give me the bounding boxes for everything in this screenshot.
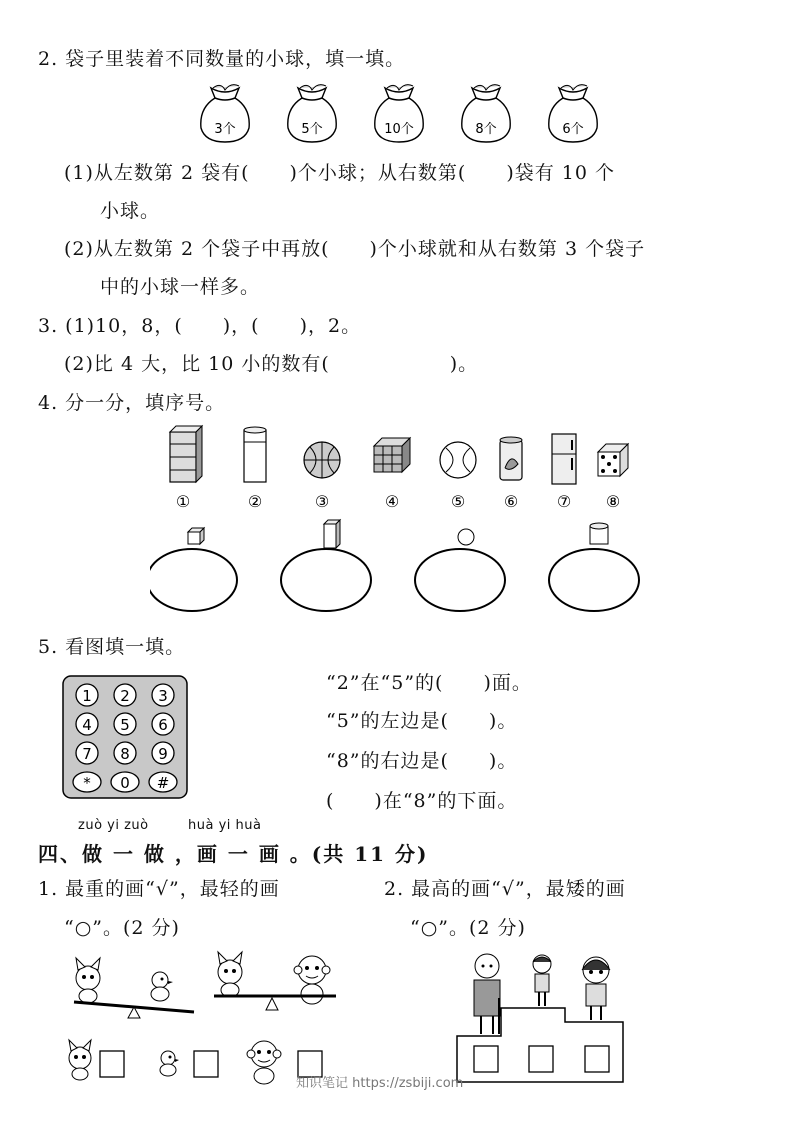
keypad-key xyxy=(114,742,136,764)
pinyin-zuo: zuò yi zuò xyxy=(78,818,149,833)
svg-text:4: 4 xyxy=(82,716,92,734)
tea-jar-icon xyxy=(500,437,522,480)
keypad-key xyxy=(114,684,136,706)
q5-line2: “5”的左边是( )。 xyxy=(326,710,518,732)
shape-number-label: ① xyxy=(175,492,191,511)
q2-title: 2. 袋子里装着不同数量的小球，填一填。 xyxy=(38,48,406,70)
bag-icon xyxy=(375,85,423,142)
svg-text:5: 5 xyxy=(120,716,130,734)
svg-text:7: 7 xyxy=(82,745,92,763)
svg-text:8: 8 xyxy=(120,745,130,763)
shape-number-label: ⑧ xyxy=(605,492,621,511)
keypad-key xyxy=(76,684,98,706)
chick-icon xyxy=(151,972,173,1001)
bags-illustration xyxy=(195,80,615,146)
balance-illustration xyxy=(60,950,350,1090)
shapes-illustration xyxy=(150,420,670,620)
girl-icon xyxy=(582,957,610,1020)
svg-text:0: 0 xyxy=(120,774,130,792)
svg-text:2: 2 xyxy=(120,687,130,705)
bag-icon xyxy=(549,85,597,142)
dice-icon xyxy=(598,444,628,476)
monkey-icon xyxy=(247,1041,281,1084)
q2-part2-line2: 中的小球一样多。 xyxy=(100,276,261,298)
fridge-icon xyxy=(552,434,576,484)
keypad-key xyxy=(111,772,139,792)
bag-icon xyxy=(462,85,510,142)
sort-oval-3[interactable] xyxy=(415,549,505,611)
svg-text:3: 3 xyxy=(158,687,168,705)
small-cylinder-icon xyxy=(590,523,608,544)
small-sphere-icon xyxy=(458,529,474,545)
cat-icon xyxy=(218,952,242,997)
height-illustration xyxy=(455,948,655,1088)
bag-count-label: 10个 xyxy=(384,122,414,137)
sort-oval-4[interactable] xyxy=(549,549,639,611)
answer-box-cat[interactable] xyxy=(100,1051,124,1077)
keypad-key xyxy=(152,684,174,706)
bag-count-label: 6个 xyxy=(562,122,584,137)
chick-icon xyxy=(160,1051,179,1076)
answer-box-boy[interactable] xyxy=(529,1046,553,1072)
cylinder-icon xyxy=(244,427,266,482)
basketball-icon xyxy=(304,442,340,478)
keypad-illustration xyxy=(62,675,190,801)
bag-count-label: 5个 xyxy=(301,122,323,137)
shape-number-label: ⑥ xyxy=(503,492,519,511)
shape-number-label: ④ xyxy=(384,492,400,511)
svg-text:1: 1 xyxy=(82,687,92,705)
section4-title: 四、做 一 做 ，画 一 画 。(共 11 分) xyxy=(38,842,429,866)
s4-q2-line2: “○”。(2 分) xyxy=(410,917,526,939)
q3-part2: (2)比 4 大，比 10 小的数有( )。 xyxy=(64,353,479,375)
cat-icon xyxy=(69,1040,91,1080)
keypad-key xyxy=(114,713,136,735)
seesaw-pivot-2 xyxy=(266,998,278,1010)
shape-number-label: ⑤ xyxy=(450,492,466,511)
bag-icon xyxy=(288,85,336,142)
q5-line1: “2”在“5”的( )面。 xyxy=(326,672,532,694)
bag-icon xyxy=(201,85,249,142)
sort-oval-2[interactable] xyxy=(281,549,371,611)
keypad-key xyxy=(76,713,98,735)
keypad-key xyxy=(73,772,101,792)
shape-number-label: ③ xyxy=(314,492,330,511)
svg-text:6: 6 xyxy=(158,716,168,734)
svg-text:*: * xyxy=(83,774,91,792)
cabinet-icon xyxy=(170,426,202,482)
q5-line4: ( )在“8”的下面。 xyxy=(326,790,518,812)
answer-box-grandpa[interactable] xyxy=(474,1046,498,1072)
small-cube-icon xyxy=(188,528,204,544)
answer-box-girl[interactable] xyxy=(585,1046,609,1072)
shape-number-label: ⑦ xyxy=(556,492,572,511)
answer-box-chick[interactable] xyxy=(194,1051,218,1077)
rubiks-cube-icon xyxy=(374,438,410,472)
s4-q1-line1: 1. 最重的画“√”，最轻的画 xyxy=(38,878,280,900)
grandpa-icon xyxy=(474,954,500,1034)
pinyin-hua: huà yi huà xyxy=(188,818,262,833)
sort-oval-1[interactable] xyxy=(150,549,237,611)
q2-part2-line1: (2)从左数第 2 个袋子中再放( )个小球就和从右数第 3 个袋子 xyxy=(64,238,646,260)
boy-icon xyxy=(533,955,551,1006)
bag-count-label: 3个 xyxy=(214,122,236,137)
cat-icon xyxy=(76,958,100,1003)
keypad-key xyxy=(149,772,177,792)
q2-part1-line1: (1)从左数第 2 袋有( )个小球；从右数第( )袋有 10 个 xyxy=(64,162,615,184)
s4-q2-line1: 2. 最高的画“√”，最矮的画 xyxy=(384,878,626,900)
keypad-key xyxy=(152,742,174,764)
bag-count-label: 8个 xyxy=(475,122,497,137)
svg-text:9: 9 xyxy=(158,745,168,763)
s4-q1-line2: “○”。(2 分) xyxy=(64,917,180,939)
q3-part1: 3. (1)10，8，( )，( )，2。 xyxy=(38,315,362,337)
ball-icon xyxy=(440,442,476,478)
watermark: 知识笔记 https://zsbiji.com xyxy=(296,1076,464,1091)
q5-line3: “8”的右边是( )。 xyxy=(326,750,518,772)
keypad-key xyxy=(76,742,98,764)
small-cuboid-icon xyxy=(324,520,340,548)
q2-part1-line2: 小球。 xyxy=(100,200,161,222)
q5-title: 5. 看图填一填。 xyxy=(38,636,186,658)
svg-text:#: # xyxy=(156,774,170,792)
shape-number-label: ② xyxy=(247,492,263,511)
q4-title: 4. 分一分，填序号。 xyxy=(38,392,226,414)
keypad-key xyxy=(152,713,174,735)
